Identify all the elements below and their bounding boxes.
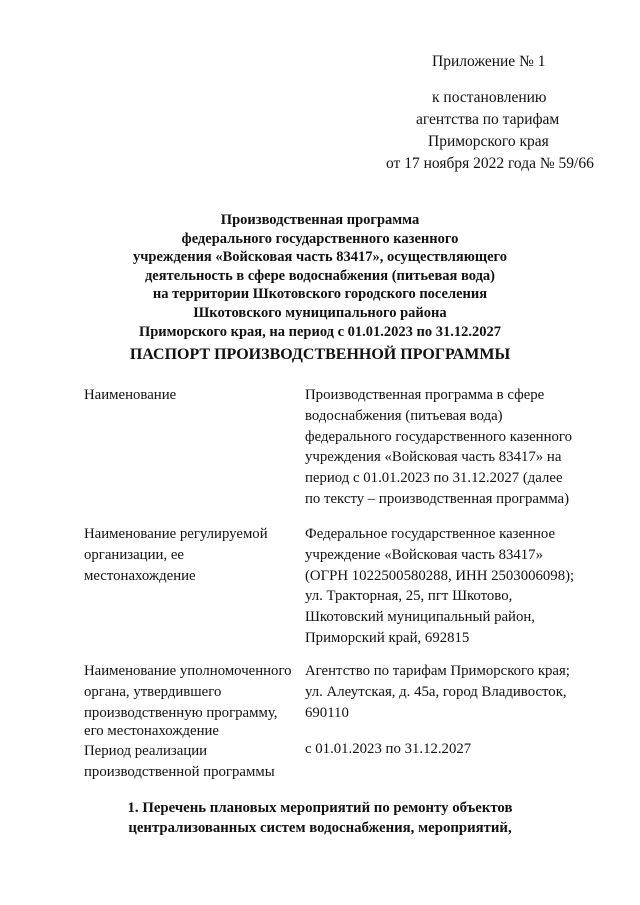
appendix-line: от 17 ноября 2022 года № 59/66 <box>386 155 594 172</box>
section-heading <box>0 798 640 838</box>
value-line: водоснабжения (питьевая вода) <box>305 407 503 424</box>
value-line: Федеральное государственное казенное <box>305 526 556 542</box>
value-line: ул. Алеутская, д. 45а, город Владивосток, <box>305 683 567 700</box>
value-line: Агентство по тарифам Приморского края; <box>305 663 570 679</box>
value-line: Шкотовский муниципальный район, <box>305 609 535 626</box>
title-line: Производственная программа <box>220 212 420 228</box>
row-label-name <box>84 385 176 406</box>
title-line: Шкотовского муниципального района <box>193 304 447 321</box>
label-line: производственную программу, <box>84 704 278 721</box>
label-line: Период реализации <box>84 743 208 759</box>
row-label-organization <box>84 524 268 586</box>
title-line: федерального государственного казенного <box>181 230 459 247</box>
label-line: его местонахождение <box>84 723 219 740</box>
title-line: деятельность в сфере водоснабжения (питьевая вода) <box>144 267 496 284</box>
title-line: на территории Шкотовского городского поселения <box>152 286 488 303</box>
row-value-period <box>305 739 471 760</box>
row-label-period <box>84 741 275 783</box>
appendix-number: Приложение № 1 <box>432 53 546 70</box>
document-title <box>0 211 640 341</box>
value-line: по тексту – производственная программа) <box>305 490 570 507</box>
value-line: учреждения «Войсковая часть 83417» на <box>305 449 562 466</box>
passport-heading: ПАСПОРТ ПРОИЗВОДСТВЕННОЙ ПРОГРАММЫ <box>129 346 511 363</box>
label-line: Наименование уполномоченного <box>84 663 292 679</box>
appendix-line: агентства по тарифам <box>416 111 560 128</box>
label-line: производственной программы <box>84 763 275 780</box>
value-line: ул. Тракторная, 25, пгт Шкотово, <box>305 588 513 605</box>
row-value-name <box>305 385 572 510</box>
value-line: Производственная программа в сфере <box>305 387 545 403</box>
title-line: Приморского края, на период с 01.01.2023 по 31.12.2027 <box>138 323 502 340</box>
section-line: 1. Перечень плановых мероприятий по ремонту объектов <box>127 800 513 816</box>
title-line: учреждения «Войсковая часть 83417», осуществляющего <box>133 249 507 266</box>
label-line: организации, ее <box>84 546 184 563</box>
value-line: 690110 <box>305 704 349 721</box>
appendix-line: к постановлению <box>432 89 547 106</box>
label-line: местонахождение <box>84 567 196 584</box>
value-line: (ОГРН 1022500580288, ИНН 2503006098); <box>305 567 575 584</box>
row-value-organization <box>305 524 574 649</box>
row-value-authority <box>305 661 570 723</box>
value-line: Приморский край, 692815 <box>305 629 470 646</box>
value-line: федерального государственного казенного <box>305 428 573 445</box>
value-line: учреждение «Войсковая часть 83417» <box>305 546 543 563</box>
label-line: Наименование регулируемой <box>84 526 268 542</box>
section-line: централизованных систем водоснабжения, мероприятий, <box>128 820 512 836</box>
appendix-line: Приморского края <box>428 133 549 150</box>
row-label-authority <box>84 661 292 739</box>
value-line: период с 01.01.2023 по 31.12.2027 (далее <box>305 470 563 487</box>
label-line: органа, утвердившего <box>84 683 222 700</box>
label-line: Наименование <box>84 387 177 403</box>
value-line: с 01.01.2023 по 31.12.2027 <box>305 741 472 757</box>
